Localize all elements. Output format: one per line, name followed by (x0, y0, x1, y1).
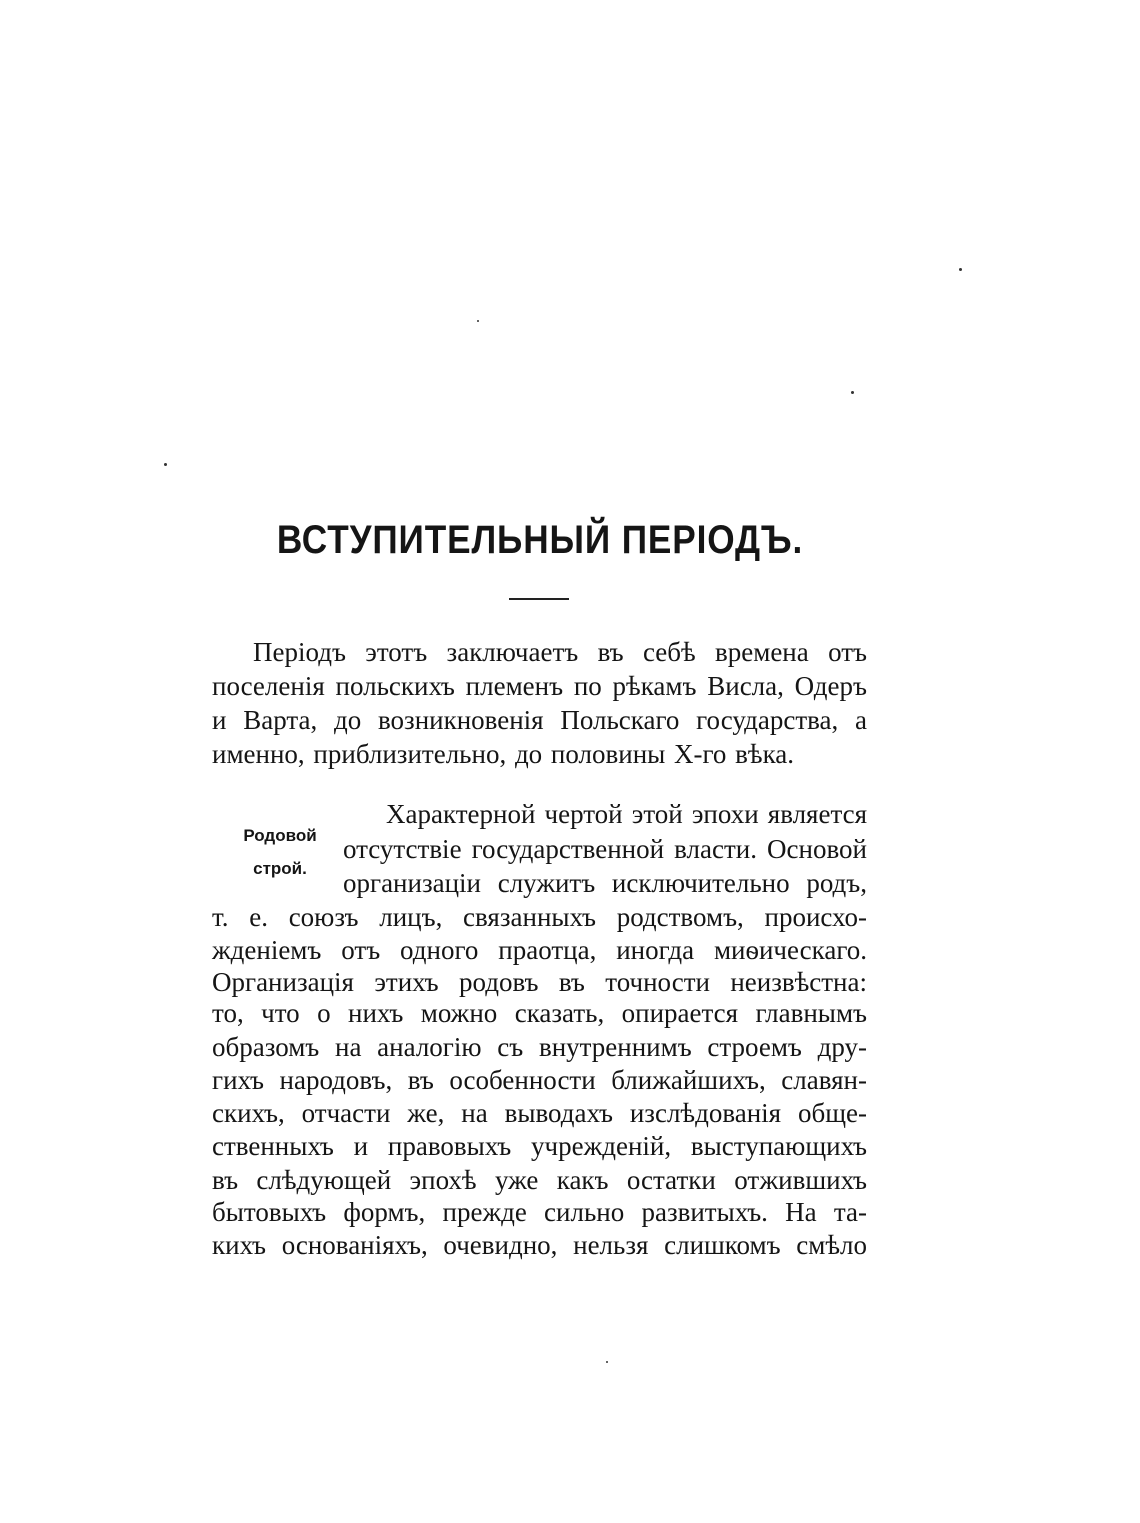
body-line: образомъ на аналогію съ внутреннимъ строемъ дру- (212, 1032, 867, 1062)
intro-line: Періодъ этотъ заключаетъ въ себѣ времена отъ (253, 637, 867, 667)
margin-note-line: строй. (253, 859, 307, 878)
body-line: гихъ народовъ, въ особенности ближайшихъ, славян- (212, 1065, 867, 1095)
body-line: Организація этихъ родовъ въ точности неизвѣстна: (212, 967, 867, 997)
margin-note-line: Родовой (243, 826, 317, 845)
body-line: скихъ, отчасти же, на выводахъ изслѣдованія обще- (212, 1098, 867, 1128)
intro-line: именно, приблизительно, до половины Х-го вѣка. (212, 739, 795, 769)
body-line: отсутствіе государственной власти. Основой (343, 834, 867, 864)
body-line: бытовыхъ формъ, прежде сильно развитыхъ. На та- (212, 1197, 867, 1227)
title-divider (509, 598, 569, 600)
scan-speck (606, 1361, 608, 1363)
intro-line: и Варта, до возникновенія Польскаго государства, а (212, 705, 867, 735)
body-line: т. е. союзъ лицъ, связанныхъ родствомъ, происхо- (212, 902, 867, 932)
body-line: въ слѣдующей эпохѣ уже какъ остатки отжившихъ (212, 1165, 867, 1195)
body-line: организаціи служитъ исключительно родъ, (343, 868, 867, 898)
body-line: то, что о нихъ можно сказать, опирается главнымъ (212, 998, 867, 1028)
body-line: Характерной чертой этой эпохи является (386, 799, 867, 829)
intro-line: поселенія польскихъ племенъ по рѣкамъ Висла, Одеръ (212, 671, 867, 701)
scan-speck (477, 320, 479, 322)
scan-speck (164, 463, 167, 466)
chapter-title: ВСТУПИТЕЛЬНЫЙ ПЕРІОДЪ. (276, 518, 804, 562)
body-line: жденіемъ отъ одного праотца, иногда миѳическаго. (212, 935, 867, 965)
body-line: кихъ основаніяхъ, очевидно, нельзя слишкомъ смѣло (212, 1230, 867, 1260)
scan-speck (959, 268, 962, 271)
scan-speck (851, 391, 854, 394)
body-line: ственныхъ и правовыхъ учрежденій, выступающихъ (212, 1131, 867, 1161)
